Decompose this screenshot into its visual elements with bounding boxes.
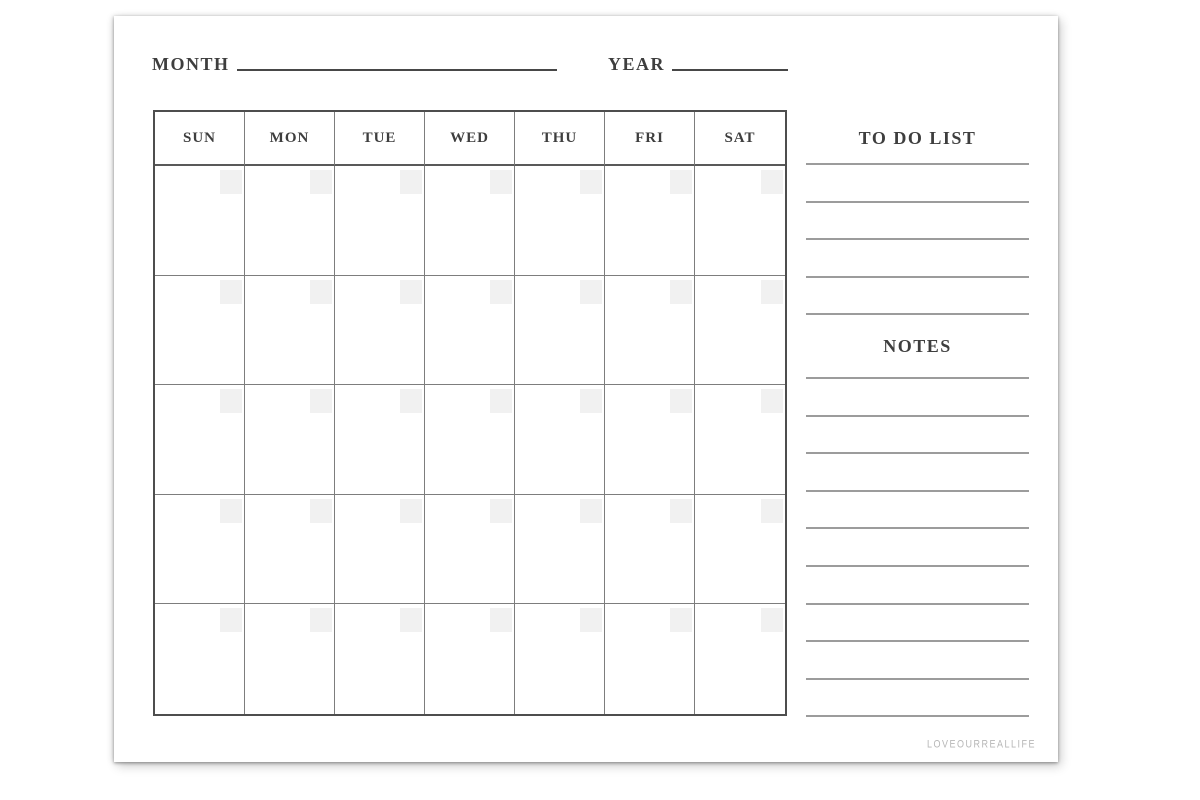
todo-list-title: TO DO LIST <box>858 128 977 148</box>
day-cell <box>605 166 695 276</box>
date-number-box <box>220 389 242 413</box>
day-header-fri: FRI <box>605 112 695 166</box>
day-cell <box>605 604 695 714</box>
date-number-box <box>580 499 602 523</box>
watermark: LOVEOURREALLIFE <box>926 737 1036 750</box>
day-cell <box>335 495 425 605</box>
date-number-box <box>220 608 242 632</box>
notes-rule-line <box>806 678 1029 680</box>
date-number-box <box>761 499 783 523</box>
day-cell <box>605 495 695 605</box>
todo-rule-line <box>806 201 1029 203</box>
month-label: MONTH <box>152 54 230 74</box>
date-number-box <box>580 608 602 632</box>
day-cell <box>695 276 785 386</box>
date-number-box <box>220 499 242 523</box>
day-header-wed: WED <box>425 112 515 166</box>
day-cell <box>335 276 425 386</box>
notes-rule-line <box>806 490 1029 492</box>
todo-rule-line <box>806 276 1029 278</box>
date-number-box <box>400 170 422 194</box>
date-number-box <box>400 280 422 304</box>
notes-title: NOTES <box>883 336 952 356</box>
calendar-grid <box>153 110 787 716</box>
year-label: YEAR <box>608 54 666 74</box>
date-number-box <box>580 280 602 304</box>
date-number-box <box>670 280 692 304</box>
day-header-tue: TUE <box>335 112 425 166</box>
day-cell <box>515 276 605 386</box>
date-number-box <box>310 499 332 523</box>
day-cell <box>695 604 785 714</box>
todo-lines <box>806 163 1029 315</box>
date-number-box <box>490 499 512 523</box>
date-number-box <box>490 170 512 194</box>
day-cell <box>425 385 515 495</box>
date-number-box <box>670 499 692 523</box>
day-cell <box>515 604 605 714</box>
date-number-box <box>580 389 602 413</box>
date-number-box <box>490 389 512 413</box>
todo-rule-line <box>806 313 1029 315</box>
notes-rule-line <box>806 603 1029 605</box>
notes-rule-line <box>806 452 1029 454</box>
day-cell <box>425 495 515 605</box>
date-number-box <box>400 499 422 523</box>
notes-rule-line <box>806 565 1029 567</box>
day-cell <box>425 276 515 386</box>
date-number-box <box>761 280 783 304</box>
day-cell <box>335 604 425 714</box>
date-number-box <box>490 280 512 304</box>
todo-rule-line <box>806 163 1029 165</box>
date-number-box <box>761 608 783 632</box>
day-header-thu: THU <box>515 112 605 166</box>
notes-rule-line <box>806 415 1029 417</box>
day-cell <box>425 604 515 714</box>
date-number-box <box>670 170 692 194</box>
day-cell <box>695 495 785 605</box>
day-cell <box>155 276 245 386</box>
date-number-box <box>670 389 692 413</box>
day-header-sat: SAT <box>695 112 785 166</box>
day-cell <box>155 604 245 714</box>
day-cell <box>605 385 695 495</box>
day-cell <box>425 166 515 276</box>
date-number-box <box>310 389 332 413</box>
date-number-box <box>220 170 242 194</box>
date-number-box <box>310 170 332 194</box>
date-number-box <box>400 608 422 632</box>
date-number-box <box>310 608 332 632</box>
date-number-box <box>761 389 783 413</box>
date-number-box <box>490 608 512 632</box>
day-cell <box>245 385 335 495</box>
date-number-box <box>580 170 602 194</box>
year-fill-line <box>672 69 788 71</box>
day-cell <box>155 495 245 605</box>
notes-rule-line <box>806 715 1029 717</box>
day-cell <box>155 385 245 495</box>
notes-lines <box>806 377 1029 717</box>
day-cell <box>245 276 335 386</box>
day-cell <box>515 385 605 495</box>
day-cell <box>695 166 785 276</box>
day-header-sun: SUN <box>155 112 245 166</box>
day-cell <box>515 166 605 276</box>
day-cell <box>155 166 245 276</box>
date-number-box <box>220 280 242 304</box>
day-cell <box>335 385 425 495</box>
date-number-box <box>310 280 332 304</box>
date-number-box <box>761 170 783 194</box>
day-cell <box>335 166 425 276</box>
notes-rule-line <box>806 640 1029 642</box>
date-number-box <box>400 389 422 413</box>
day-cell <box>245 166 335 276</box>
month-fill-line <box>237 69 557 71</box>
date-number-box <box>670 608 692 632</box>
day-cell <box>605 276 695 386</box>
notes-rule-line <box>806 527 1029 529</box>
planner-sheet <box>114 16 1058 762</box>
notes-rule-line <box>806 377 1029 379</box>
day-cell <box>245 604 335 714</box>
todo-rule-line <box>806 238 1029 240</box>
day-cell <box>695 385 785 495</box>
day-cell <box>515 495 605 605</box>
day-header-mon: MON <box>245 112 335 166</box>
day-cell <box>245 495 335 605</box>
